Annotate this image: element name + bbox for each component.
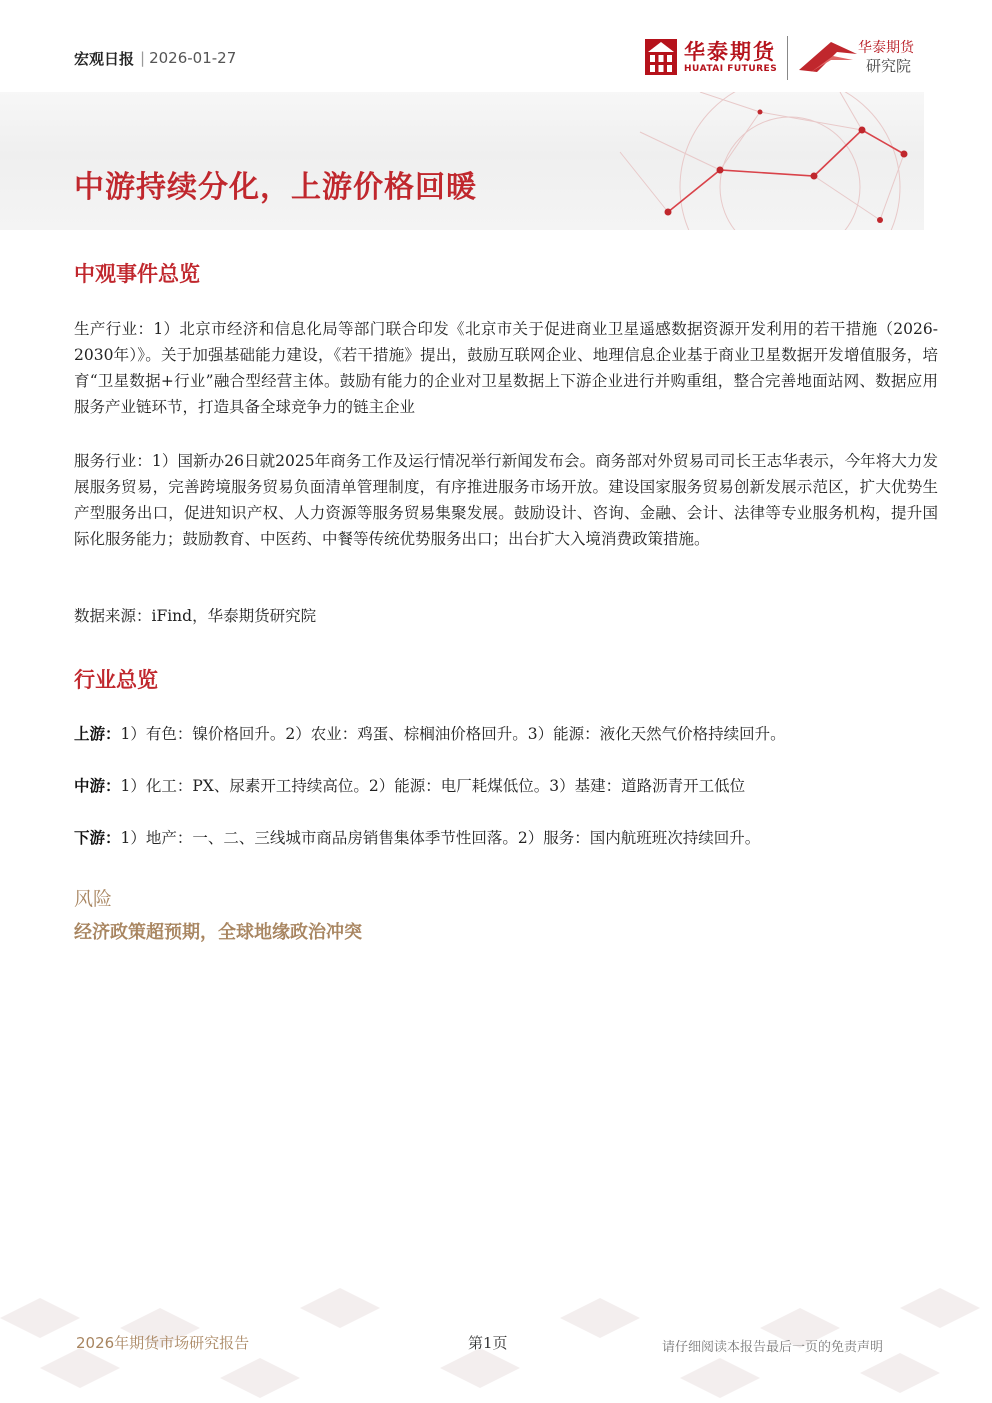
institute-logo-icon	[797, 38, 861, 76]
paragraph-production: 生产行业：1）北京市经济和信息化局等部门联合印发《北京市关于促进商业卫星遥感数据资源开发利用的若干措施（2026-2030年）》。关于加强基础能力建设，《若干措施》提出，鼓励互联网企业、地理信息企业基于商业卫星数据开发增值服务，培育“卫星数据+行业”融合型经营主体。鼓励有能力的企业对卫星数据上下游企业进行并购重组，整合完善地面站网、数据应用服务产业链环节，打造具备全球竞争力的链主企业	[74, 320, 938, 416]
report-date: 2026-01-27	[149, 49, 237, 67]
company-logo	[644, 36, 794, 80]
upstream-text: 1）有色：镍价格回升。2）农业：鸡蛋、棕榈油价格回升。3）能源：液化天然气价格持续回升。	[120, 725, 786, 743]
huatai-logo-icon	[644, 38, 678, 76]
downstream-label: 下游：	[74, 829, 121, 847]
industry-upstream	[74, 722, 786, 744]
disclaimer-note: 请仔细阅读本报告最后一页的免责声明	[662, 1340, 884, 1355]
industry-downstream	[74, 826, 760, 848]
institute-name: 华泰期货	[858, 40, 914, 56]
institute-sub: 研究院	[866, 57, 912, 75]
report-header	[74, 47, 236, 69]
midstream-text: 1）化工：PX、尿素开工持续高位。2）能源：电厂耗煤低位。3）基建：道路沥青开工低位	[120, 777, 746, 795]
logo-divider	[787, 36, 788, 80]
page-number: 第1页	[468, 1334, 508, 1352]
paragraph-services: 服务行业：1）国新办26日就2025年商务工作及运行情况举行新闻发布会。商务部对外贸易司司长王志华表示，今年将大力发展服务贸易，完善跨境服务贸易负面清单管理制度，有序推进服务市场开放。建设国家服务贸易创新发展示范区，扩大优势生产型服务出口，促进知识产权、人力资源等服务贸易集聚发展。鼓励设计、咨询、金融、会计、法律等专业服务机构，提升国际化服务能力；鼓励教育、中医药、中餐等传统优势服务出口；出台扩大入境消费政策措施。	[74, 452, 938, 548]
risk-text: 经济政策超预期，全球地缘政治冲突	[74, 922, 362, 943]
section-heading-industry: 行业总览	[74, 668, 158, 692]
title-banner	[0, 92, 924, 230]
page-title: 中游持续分化，上游价格回暖	[74, 170, 477, 205]
company-name-cn: 华泰期货	[684, 40, 776, 64]
data-source: 数据来源：iFind，华泰期货研究院	[74, 607, 317, 625]
report-type: 宏观日报	[74, 49, 135, 68]
upstream-label: 上游：	[74, 725, 121, 743]
risk-heading: 风险	[74, 888, 113, 910]
header-separator: |	[140, 49, 146, 67]
downstream-text: 1）地产：一、二、三线城市商品房销售集体季节性回落。2）服务：国内航班班次持续回升。	[120, 829, 761, 847]
network-graphic-icon	[0, 92, 924, 230]
industry-midstream	[74, 774, 745, 796]
midstream-label: 中游：	[74, 777, 121, 795]
footer-report-name: 2026年期货市场研究报告	[76, 1334, 250, 1352]
section-heading-overview: 中观事件总览	[74, 262, 200, 286]
company-name-en: HUATAI FUTURES	[684, 64, 778, 74]
